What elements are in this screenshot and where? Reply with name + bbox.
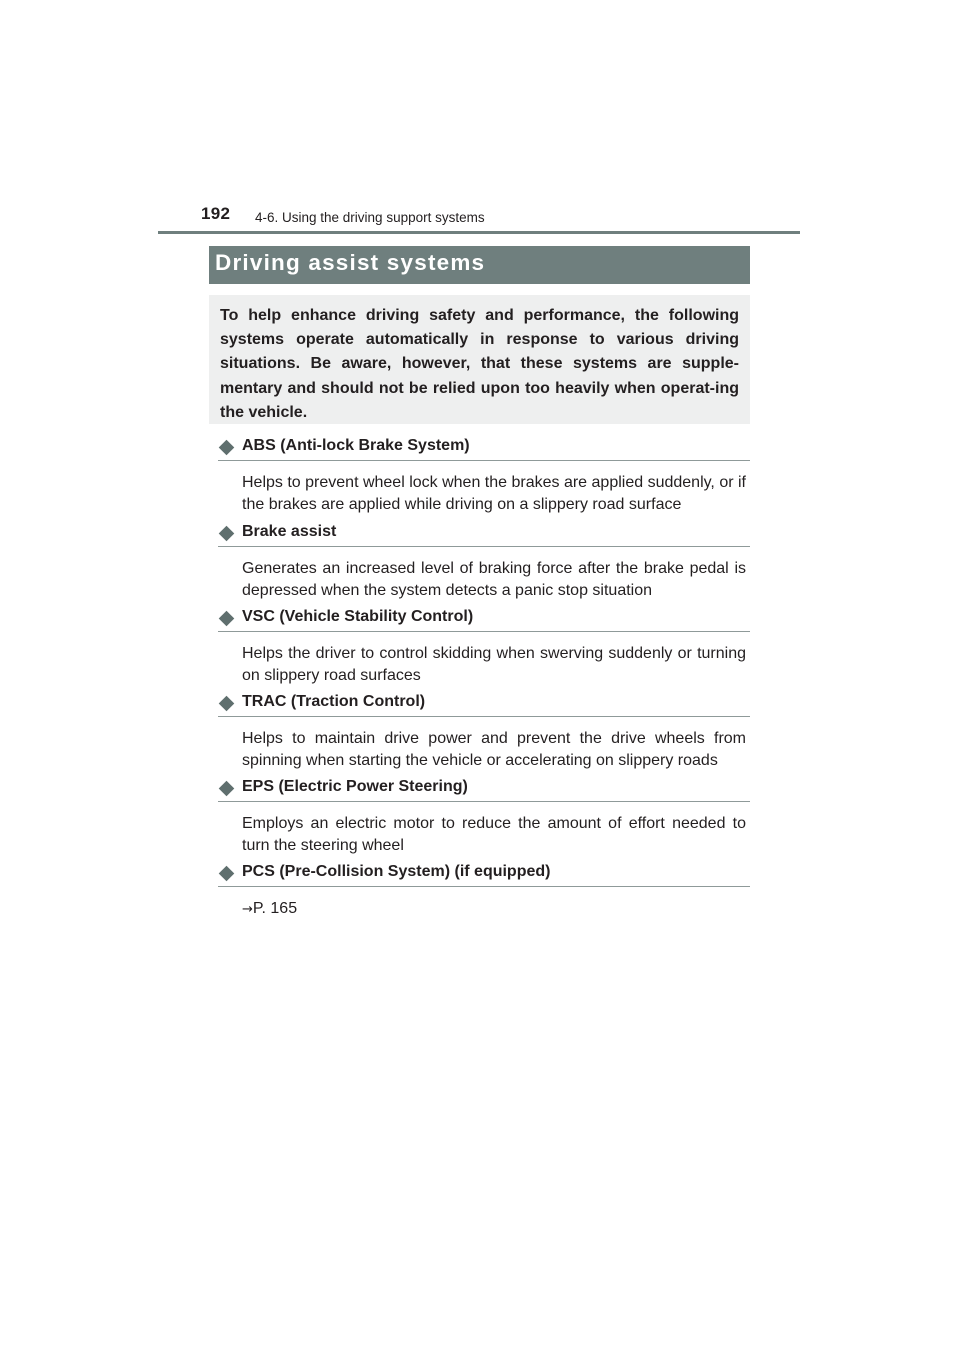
item-heading bbox=[218, 692, 750, 717]
section-reference: 4-6. Using the driving support systems bbox=[255, 210, 485, 225]
item-eps bbox=[218, 777, 750, 856]
diamond-bullet-icon bbox=[219, 526, 235, 542]
page-reference[interactable] bbox=[242, 898, 746, 921]
item-description: Helps to prevent wheel lock when the brakes are applied suddenly, or if the brakes are applied while driving on a slippery road surface bbox=[242, 474, 746, 513]
page-reference-text: P. 165 bbox=[252, 900, 298, 917]
item-heading bbox=[218, 862, 750, 887]
arrow-right-icon: → bbox=[242, 902, 253, 917]
item-description: Employs an electric motor to reduce the amount of effort needed to turn the steering wheel bbox=[242, 815, 746, 854]
item-pcs bbox=[218, 862, 750, 921]
page-title: Driving assist systems bbox=[215, 250, 486, 275]
diamond-bullet-icon bbox=[219, 440, 235, 456]
item-heading bbox=[218, 522, 750, 547]
item-description: Helps to maintain drive power and prevent the drive wheels from spinning when starting the vehicle or accelerating on slippery roads bbox=[242, 730, 746, 769]
item-description: Generates an increased level of braking force after the brake pedal is depressed when the system detects a panic stop situation bbox=[242, 560, 746, 599]
intro-text: To help enhance driving safety and performance, the following systems operate automatically in response to various driving situations. Be aware, however, that these systems are supple-mentary and should not be relied upon too heavily when operat-ing the vehicle. bbox=[220, 307, 739, 421]
diamond-bullet-icon bbox=[219, 781, 235, 797]
diamond-bullet-icon bbox=[219, 611, 235, 627]
item-description: Helps the driver to control skidding when swerving suddenly or turning on slippery road surfaces bbox=[242, 645, 746, 684]
intro-box bbox=[209, 295, 750, 424]
item-abs bbox=[218, 436, 750, 515]
header-divider bbox=[158, 231, 800, 234]
item-title: ABS (Anti-lock Brake System) bbox=[242, 437, 470, 454]
item-brake-assist bbox=[218, 522, 750, 601]
item-title: VSC (Vehicle Stability Control) bbox=[242, 608, 474, 625]
diamond-bullet-icon bbox=[219, 696, 235, 712]
item-title: TRAC (Traction Control) bbox=[242, 693, 426, 710]
item-heading bbox=[218, 607, 750, 632]
item-trac bbox=[218, 692, 750, 771]
page-title-bar bbox=[209, 246, 750, 284]
item-vsc bbox=[218, 607, 750, 686]
item-heading bbox=[218, 436, 750, 461]
item-title: EPS (Electric Power Steering) bbox=[242, 778, 468, 795]
item-title: Brake assist bbox=[242, 523, 337, 540]
diamond-bullet-icon bbox=[219, 866, 235, 882]
item-title: PCS (Pre-Collision System) (if equipped) bbox=[242, 863, 551, 880]
item-heading bbox=[218, 777, 750, 802]
page-number: 192 bbox=[201, 204, 231, 223]
